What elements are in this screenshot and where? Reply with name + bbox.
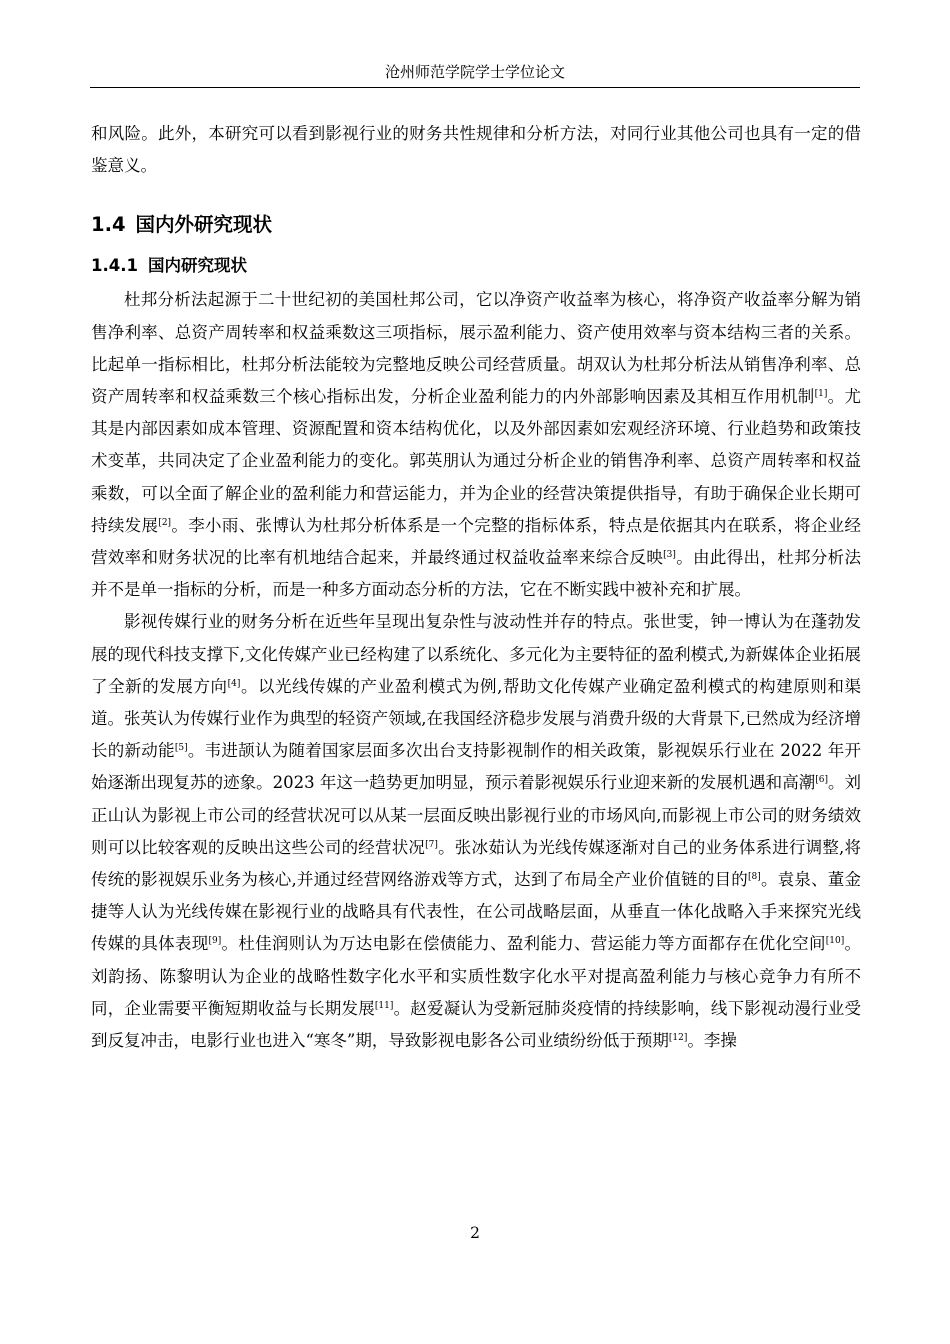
- paragraph-dupont: [91, 284, 861, 606]
- paragraph-text: 。刘韵扬、陈黎明认为企业的战略性数字化水平和实质性数字化水平对提高盈利能力与核心竞争力有所不同，企业需要平衡短期收益与长期发展: [91, 934, 862, 1018]
- citation-ref: [8]: [748, 872, 761, 883]
- paragraph-text: 杜邦分析法起源于二十世纪初的美国杜邦公司，它以净资产收益率为核心，将净资产收益率分解为销售净利率、总资产周转率和权益乘数这三项指标，展示盈利能力、资产使用效率与资本结构三者的关系。比起单一指标相比，杜邦分析法能较为完整地反映公司经营质量。胡双认为杜邦分析法从销售净利率、总资产周转率和权益乘数三个核心指标出发，分析企业盈利能力的内外部影响因素及其相互作用机制: [91, 290, 861, 407]
- page-number: 2: [470, 1224, 480, 1242]
- intro-paragraph: 和风险。此外，本研究可以看到影视行业的财务共性规律和分析方法，对同行业其他公司也具有一定的借鉴意义。: [91, 124, 861, 176]
- paragraph-text: 影视传媒行业的财务分析在近些年呈现出复杂性与波动性并存的特点。张世雯，钟一博认为在蓬勃发展的现代科技支撑下,文化传媒产业已经构建了以系统化、多元化为主要特征的盈利模式,为新媒体企业拓展了全新的发展方向: [91, 612, 861, 696]
- subsection-heading: [91, 251, 861, 284]
- subsection-title: 国内研究现状: [147, 256, 247, 276]
- citation-ref: [5]: [174, 743, 188, 754]
- citation-ref: [10]: [825, 936, 845, 947]
- paragraph-text: 。以光线传媒的产业盈利模式为例,帮助文化传媒产业确定盈利模式的构建原则和渠道。张英认为传媒行业作为典型的轻资产领域,在我国经济稳步发展与消费升级的大背景下,已然成为经济增长的新动能: [91, 676, 861, 761]
- section-number: 1.4: [91, 213, 126, 237]
- paragraph-text: 。李小雨、张博认为杜邦分析体系是一个完整的指标体系，特点是依据其内在联系，将企业经营效率和财务状况的比率有机地结合起来，并最终通过权益收益率来综合反映: [91, 515, 862, 568]
- header-rule: [90, 87, 860, 88]
- citation-ref: [7]: [425, 839, 438, 850]
- citation-ref: [4]: [227, 678, 241, 689]
- paragraph-media-industry: [91, 606, 861, 1057]
- paragraph-text: 。张冰茹认为光线传媒逐渐对自己的业务体系进行调整,将传统的影视娱乐业务为核心,并通过经营网络游戏等方式，达到了布局全产业价值链的目的: [91, 837, 862, 890]
- citation-ref: [12]: [668, 1033, 688, 1044]
- section-title: 国内外研究现状: [135, 213, 273, 237]
- subsection-number: 1.4.1: [91, 256, 138, 276]
- paragraph-text: 。杜佳润则认为万达电影在偿债能力、盈利能力、营运能力等方面都存在优化空间: [221, 934, 826, 954]
- paragraph-text: 。李操: [687, 1031, 737, 1051]
- citation-ref: [11]: [374, 1000, 394, 1011]
- citation-ref: [2]: [158, 517, 172, 528]
- citation-ref: [1]: [814, 389, 828, 400]
- document-body: [91, 118, 861, 1057]
- paragraph-text: 。由此得出，杜邦分析法并不是单一指标的分析，而是一种多方面动态分析的方法，它在不断实践中被补充和扩展。: [91, 548, 862, 600]
- paragraph-text: 。刘正山认为影视上市公司的经营状况可以从某一层面反映出影视行业的市场风向,而影视上市公司的财务绩效则可以比较客观的反映出这些公司的经营状况: [91, 773, 861, 857]
- paragraph-text: 。袁泉、董金捷等人认为光线传媒在影视行业的战略具有代表性，在公司战略层面，从垂直一体化战略入手来探究光线传媒的具体表现: [91, 870, 862, 954]
- running-header: 沧州师范学院学士学位论文: [384, 63, 565, 81]
- citation-ref: [6]: [815, 775, 828, 786]
- paragraph-text: 。赵爱凝认为受新冠肺炎疫情的持续影响，线下影视动漫行业受到反复冲击，电影行业也进入“寒冬”期，导致影视电影各公司业绩纷纷低于预期: [91, 998, 862, 1051]
- paragraph-text: 。韦进颉认为随着国家层面多次出台支持影视制作的相关政策，影视娱乐行业在 2022 年开始逐渐出现复苏的迹象。2023 年这一趋势更加明显，预示着影视娱乐行业迎来新的发展机遇和高潮: [91, 741, 862, 793]
- paragraph-text: 。尤其是内部因素如成本管理、资源配置和资本结构优化，以及外部因素如宏观经济环境、行业趋势和政策技术变革，共同决定了企业盈利能力的变化。郭英朋认为通过分析企业的销售净利率、总资产周转率和权益乘数，可以全面了解企业的盈利能力和营运能力，并为企业的经营决策提供指导，有助于确保企业长期可持续发展: [91, 387, 862, 535]
- section-heading: [91, 182, 861, 251]
- citation-ref: [3]: [663, 550, 676, 561]
- citation-ref: [9]: [208, 936, 222, 947]
